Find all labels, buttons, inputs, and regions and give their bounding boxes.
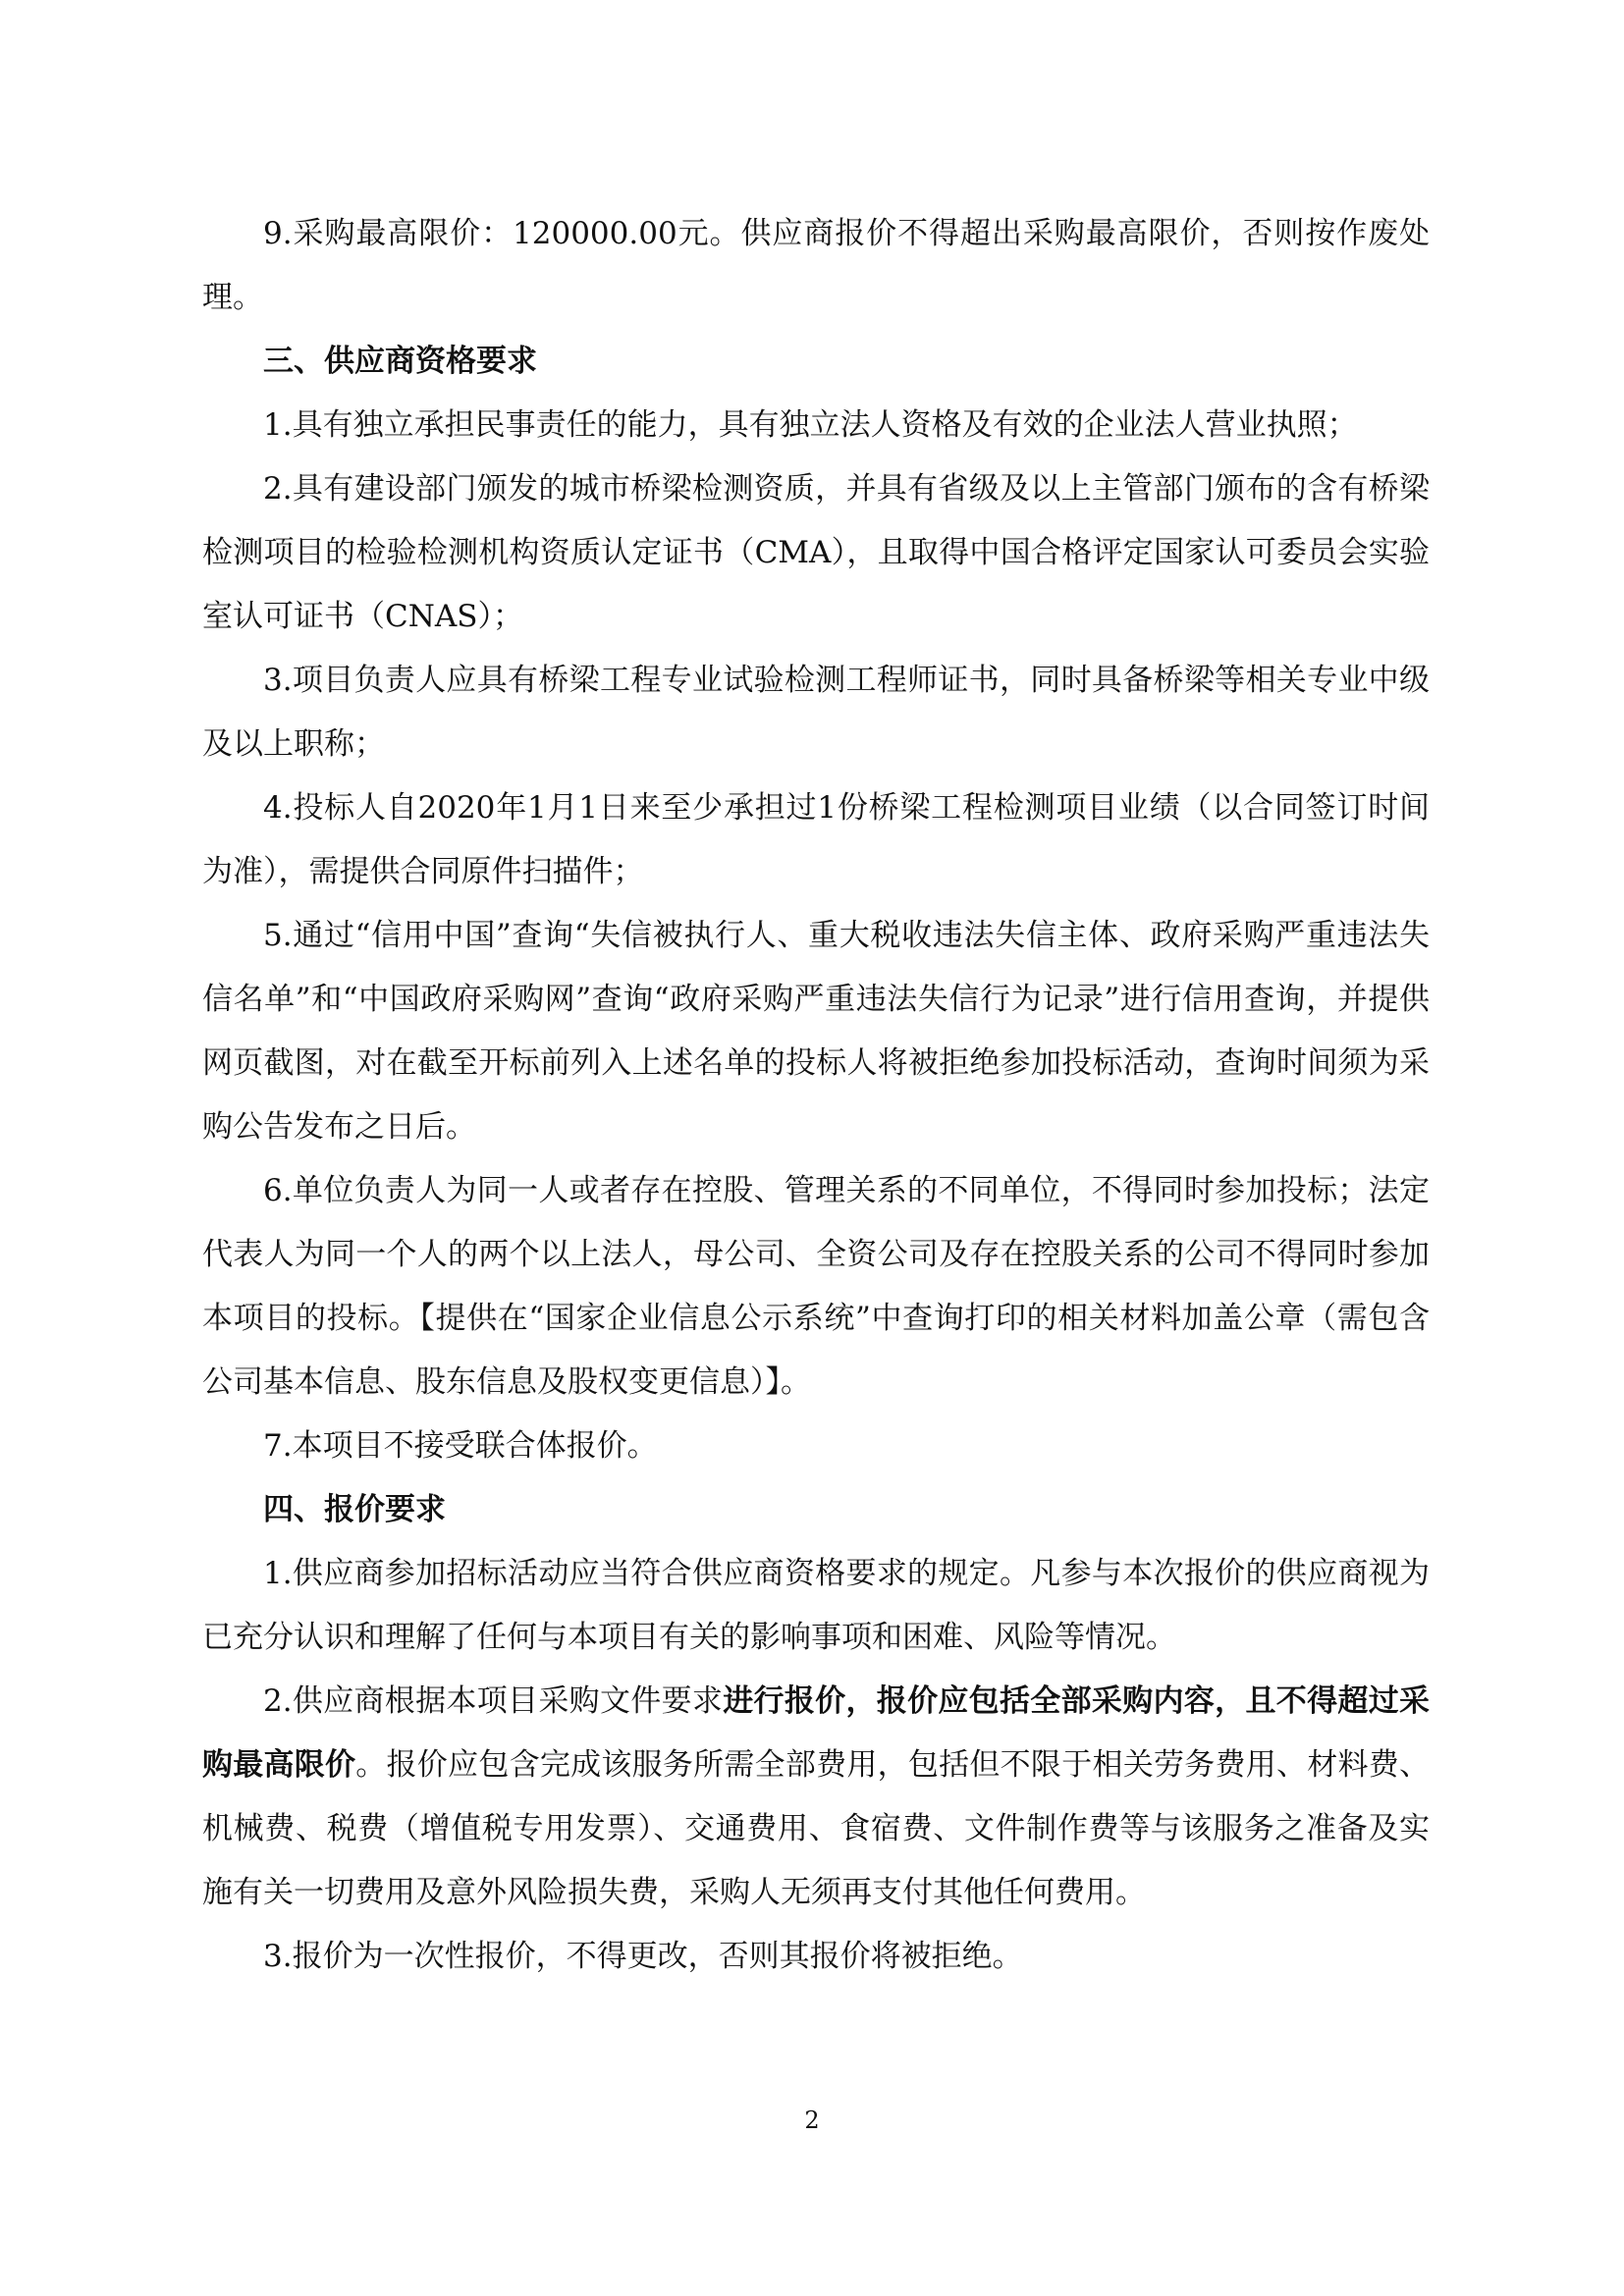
section-four-item-2 [202, 1670, 1430, 1925]
section-four-item-3: 3.报价为一次性报价，不得更改，否则其报价将被拒绝。 [263, 1939, 1023, 1974]
section-four-item-2-lead: 2.供应商根据本项目采购文件要求 [263, 1683, 724, 1719]
section-two-item-9: 9.采购最高限价：120000.00元。供应商报价不得超出采购最高限价，否则按作废处理。 [202, 216, 1430, 315]
section-four-heading: 四、报价要求 [263, 1492, 446, 1527]
section-three-item-4: 4.投标人自2020年1月1日来至少承担过1份桥梁工程检测项目业绩（以合同签订时间为准），需提供合同原件扫描件； [202, 790, 1430, 889]
section-four-item-2-rest: 。报价应包含完成该服务所需全部费用，包括但不限于相关劳务费用、材料费、机械费、税费（增值税专用发票）、交通费用、食宿费、文件制作费等与该服务之准备及实施有关一切费用及意外风险损失费，采购人无须再支付其他任何费用。 [202, 1747, 1431, 1910]
section-three-item-3: 3.项目负责人应具有桥梁工程专业试验检测工程师证书，同时具备桥梁等相关专业中级及以上职称； [202, 663, 1430, 762]
section-four-item-2-emphasis: 进行报价，报价应包括全部采购内容，且不得超过采购最高限价 [202, 1683, 1431, 1783]
section-three-item-6: 6.单位负责人为同一人或者存在控股、管理关系的不同单位，不得同时参加投标；法定代表人为同一个人的两个以上法人，母公司、全资公司及存在控股关系的公司不得同时参加本项目的投标。【提供在“国家企业信息公示系统”中查询打印的相关材料加盖公章（需包含公司基本信息、股东信息及股权变更信息）】。 [202, 1173, 1430, 1400]
section-three-heading: 三、供应商资格要求 [263, 344, 537, 379]
section-three-item-1: 1.具有独立承担民事责任的能力，具有独立法人资格及有效的企业法人营业执照； [263, 407, 1358, 443]
document-body [202, 202, 1430, 1989]
section-three-item-5: 5.通过“信用中国”查询“失信被执行人、重大税收违法失信主体、政府采购严重违法失信名单”和“中国政府采购网”查询“政府采购严重违法失信行为记录”进行信用查询，并提供网页截图，对在截至开标前列入上述名单的投标人将被拒绝参加投标活动，查询时间须为采购公告发布之日后。 [202, 918, 1430, 1145]
page-number: 2 [804, 2107, 820, 2134]
section-three-item-7: 7.本项目不接受联合体报价。 [263, 1428, 658, 1464]
section-three-item-2: 2.具有建设部门颁发的城市桥梁检测资质，并具有省级及以上主管部门颁布的含有桥梁检测项目的检验检测机构资质认定证书（CMA），且取得中国合格评定国家认可委员会实验室认可证书（CNAS）； [202, 471, 1430, 634]
section-four-item-1: 1.供应商参加招标活动应当符合供应商资格要求的规定。凡参与本次报价的供应商视为已充分认识和理解了任何与本项目有关的影响事项和困难、风险等情况。 [202, 1556, 1430, 1655]
